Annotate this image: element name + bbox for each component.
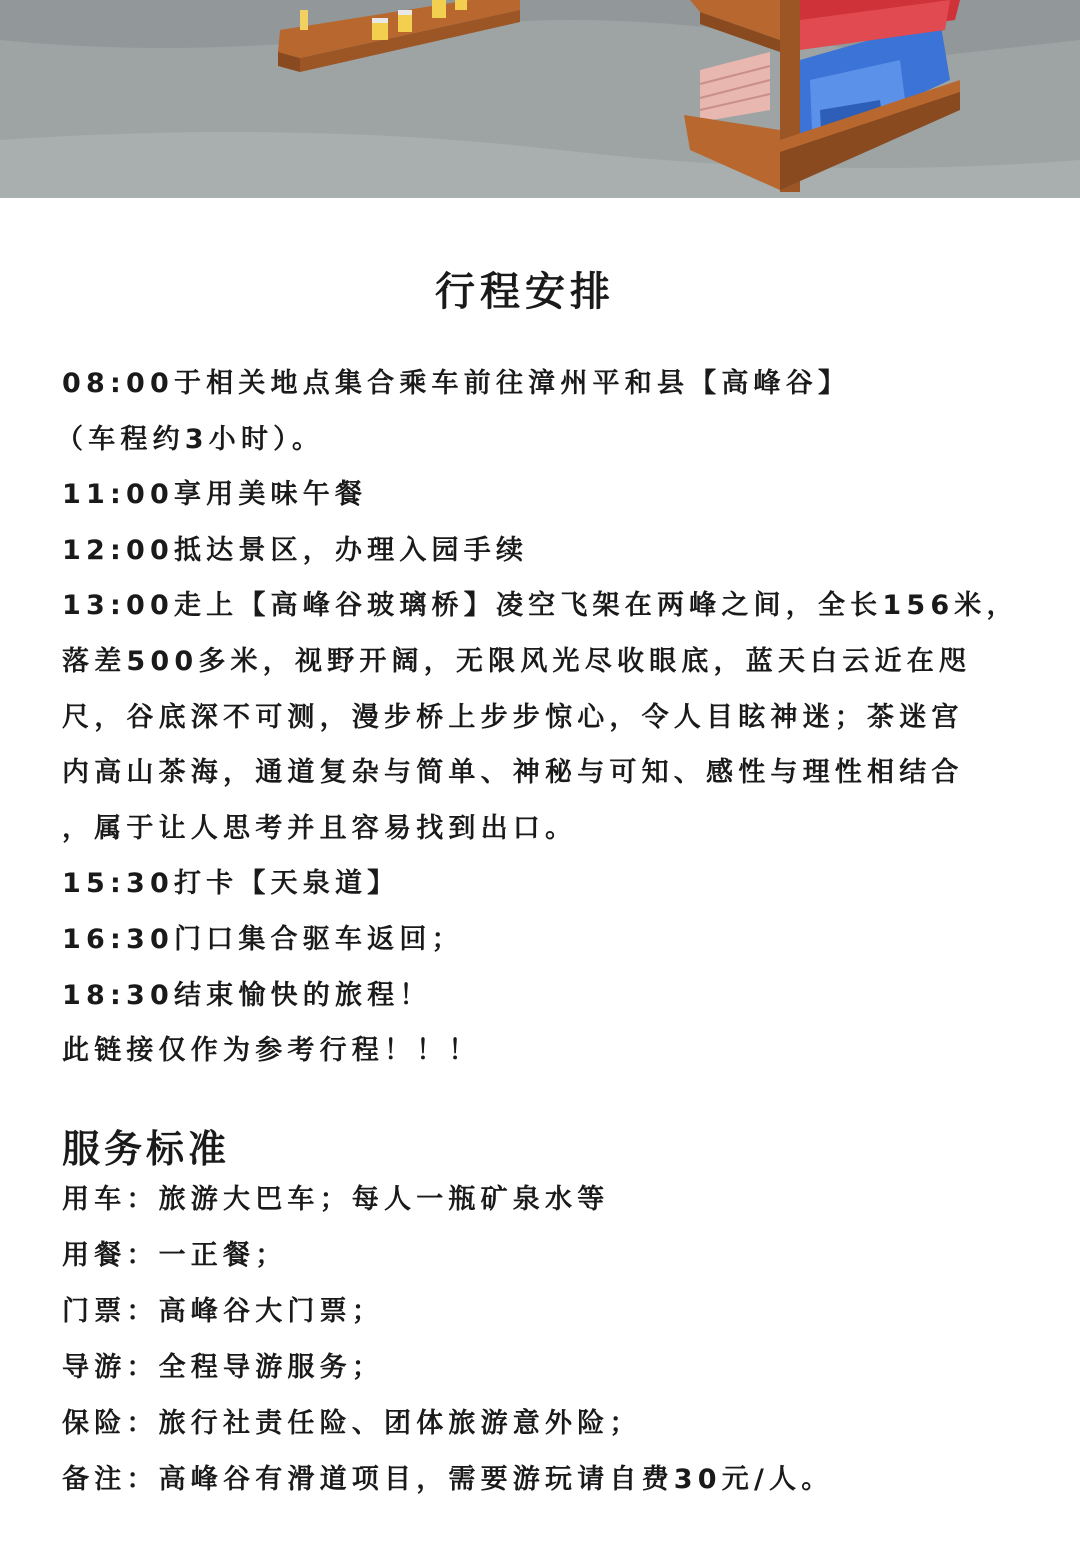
itinerary-line: （车程约3小时）。 xyxy=(56,423,325,455)
itinerary-line: 12:00抵达景区，办理入园手续 xyxy=(62,534,529,566)
store-shelves-photo xyxy=(0,0,1080,198)
itinerary-line: 此链接仅作为参考行程！！！ xyxy=(62,1035,481,1067)
itinerary-line: ，属于让人思考并且容易找到出口。 xyxy=(62,812,578,844)
service-item: 用餐：一正餐； xyxy=(62,1240,288,1271)
service-item: 导游：全程导游服务； xyxy=(62,1352,384,1383)
itinerary-line: 落差500多米，视野开阔，无限风光尽收眼底，蓝天白云近在咫 xyxy=(62,645,972,677)
itinerary-title: 行程安排 xyxy=(435,269,615,315)
itinerary-list xyxy=(56,356,1080,1079)
itinerary-line: 18:30结束愉快的旅程！ xyxy=(62,979,432,1011)
service-list xyxy=(62,1172,1062,1508)
service-item: 门票：高峰谷大门票； xyxy=(62,1296,384,1327)
itinerary-line: 内高山茶海，通道复杂与简单、神秘与可知、感性与理性相结合 xyxy=(62,757,964,789)
itinerary-line: 15:30打卡【天泉道】 xyxy=(62,868,400,900)
service-item: 备注：高峰谷有滑道项目，需要游玩请自费30元/人。 xyxy=(62,1464,834,1495)
service-item: 用车：旅游大巴车；每人一瓶矿泉水等 xyxy=(62,1184,610,1215)
itinerary-line: 尺，谷底深不可测，漫步桥上步步惊心，令人目眩神迷；茶迷宫 xyxy=(62,701,964,733)
shelves-illustration xyxy=(0,0,1080,198)
service-item: 保险：旅行社责任险、团体旅游意外险； xyxy=(62,1408,642,1439)
itinerary-line: 08:00于相关地点集合乘车前往漳州平和县【高峰谷】 xyxy=(62,368,851,399)
service-title: 服务标准 xyxy=(62,1127,231,1171)
itinerary-line: 13:00走上【高峰谷玻璃桥】凌空飞架在两峰之间，全长156米， xyxy=(62,590,1019,622)
itinerary-line: 16:30门口集合驱车返回； xyxy=(62,923,464,955)
itinerary-line: 11:00享用美味午餐 xyxy=(62,479,368,511)
